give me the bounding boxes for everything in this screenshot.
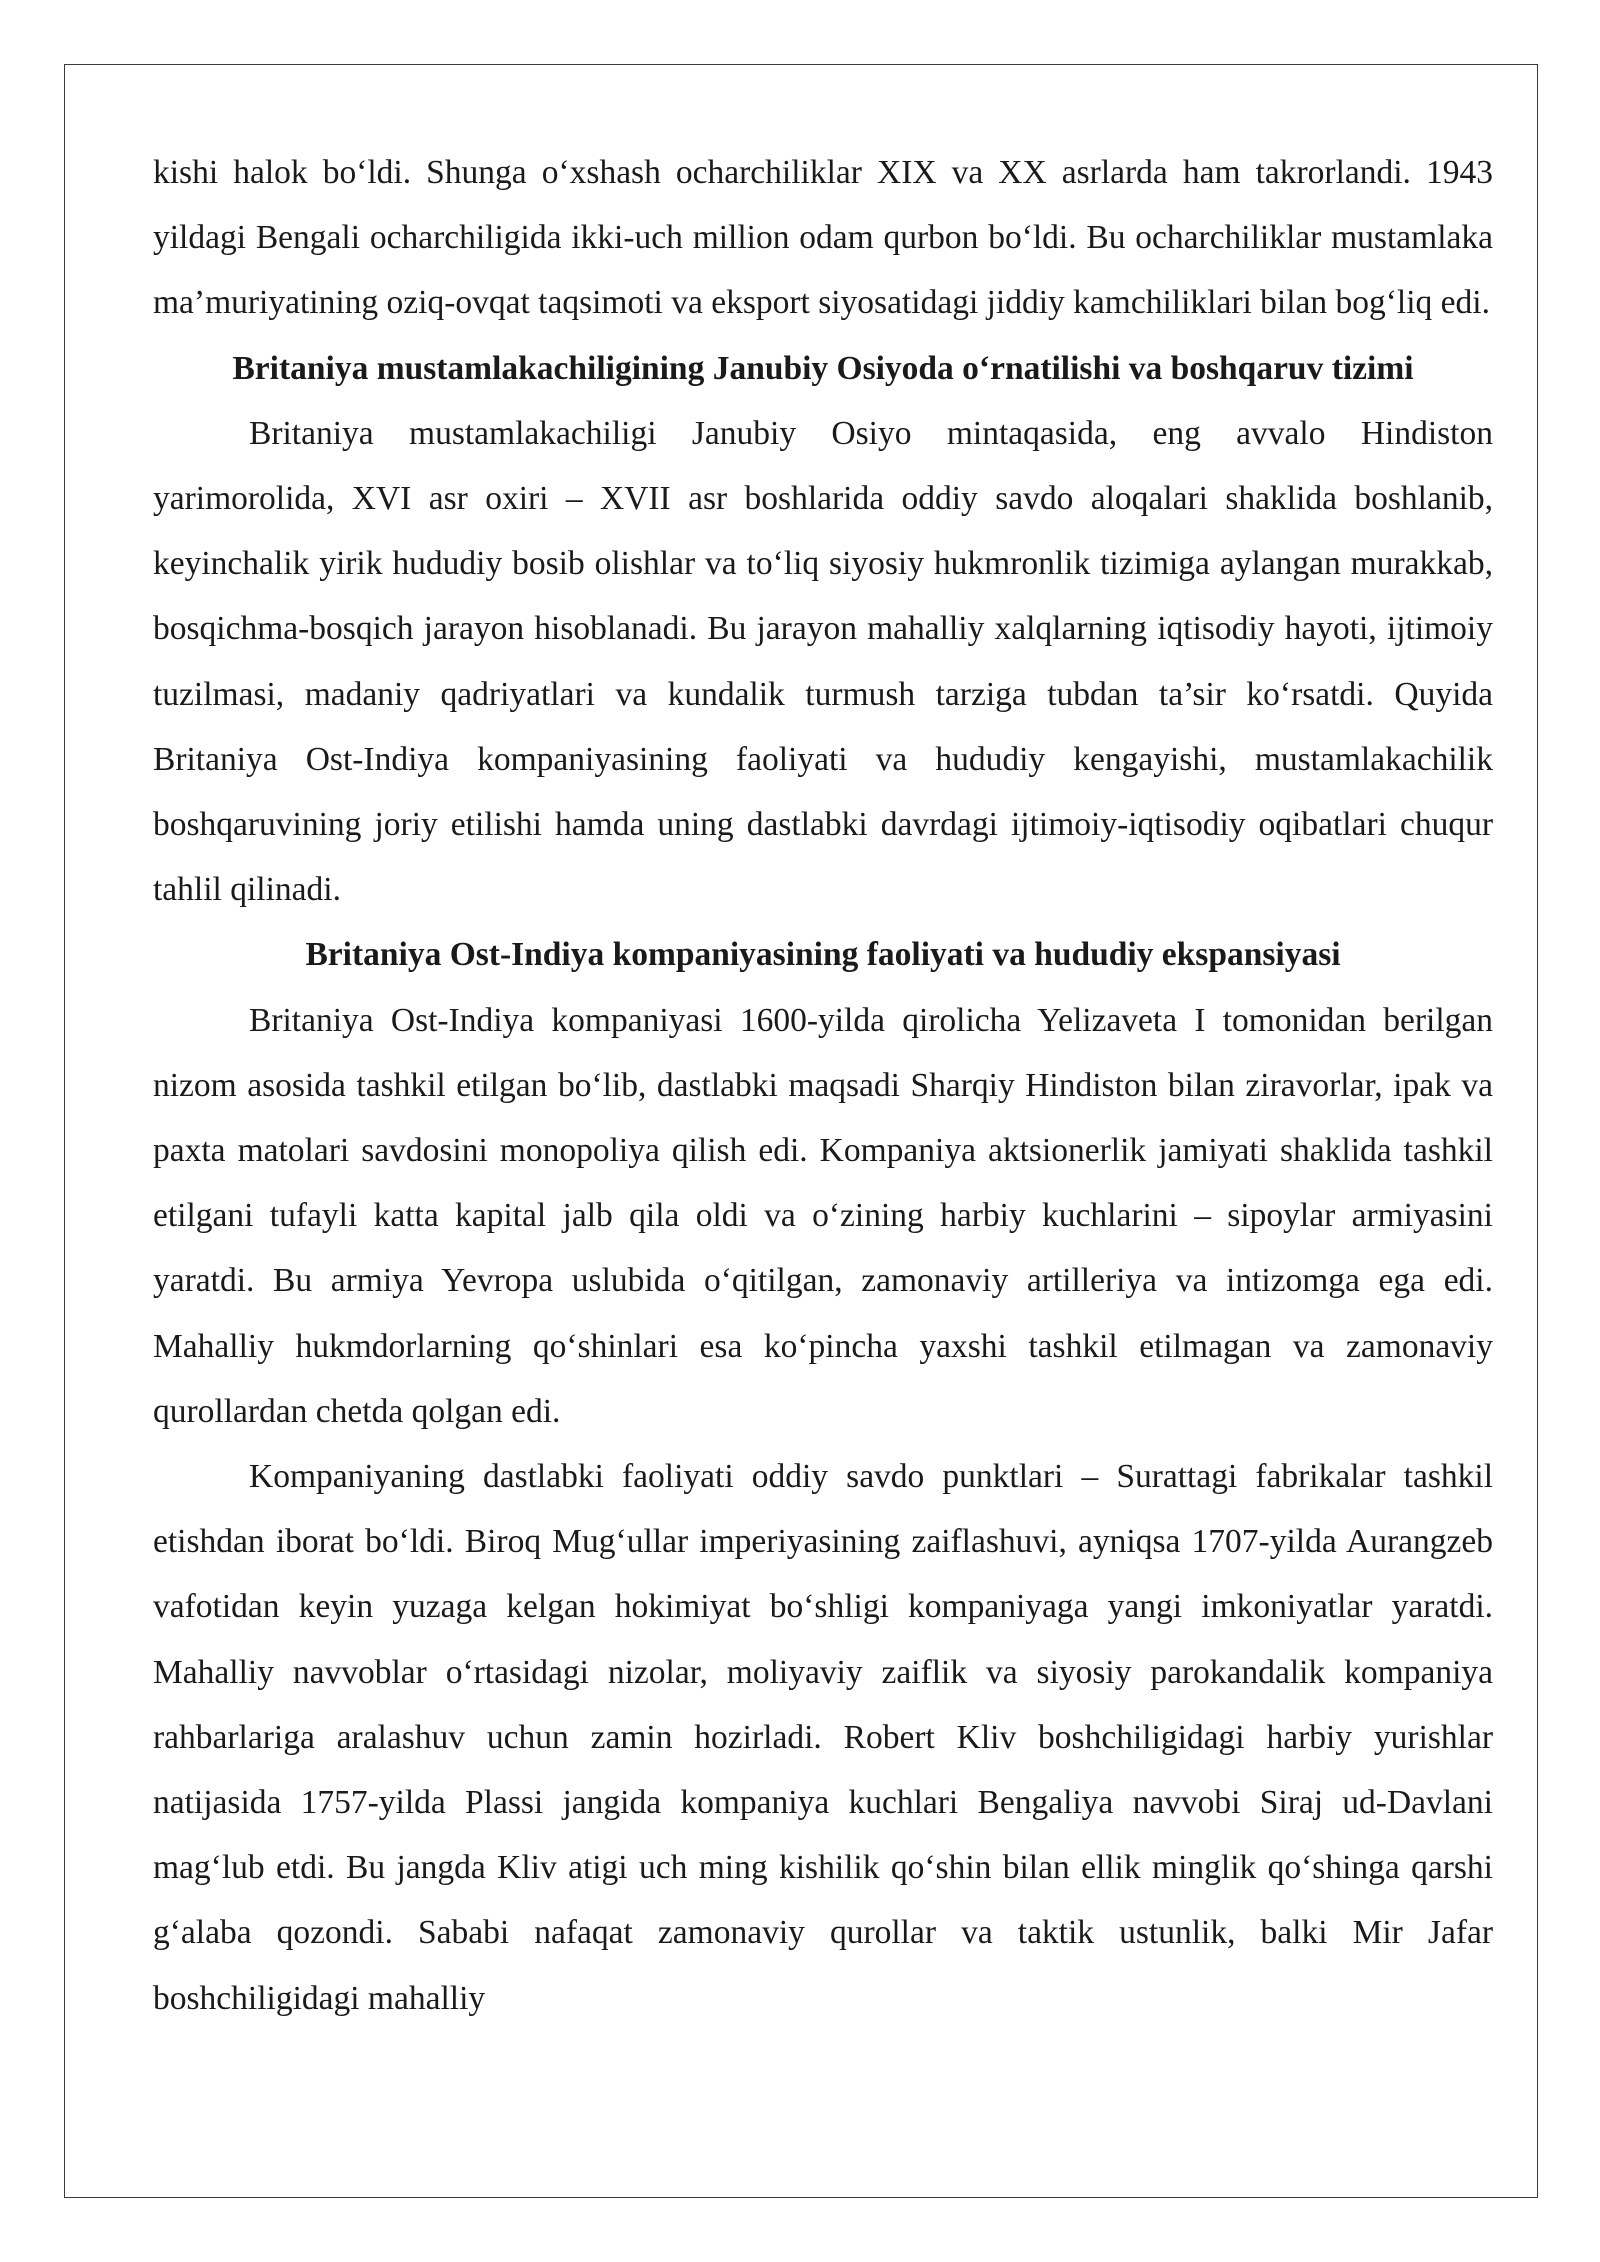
section-heading-colonial-rule: Britaniya mustamlakachiligining Janubiy Osiyoda o‘rnatilishi va boshqaruv tizimi xyxy=(232,349,1414,387)
paragraph-company-expansion: Kompaniyaning dastlabki faoliyati oddiy savdo punktlari – Surattagi fabrikalar tashkil etishdan iborat bo‘ldi. Biroq Mug‘ullar imperiyasining zaiflashuvi, ayniqsa 1707-yilda Aurangzeb vafotidan keyin yuzaga kelgan hokimiyat bo‘shligi kompaniyaga yangi imkoniyatlar yaratdi. Mahalliy navvoblar o‘rtasidagi nizolar, moliyaviy zaiflik va siyosiy parokandalik kompaniya rahbarlariga aralashuv uchun zamin hozirladi. Robert Kliv boshchiligidagi harbiy yurishlar natijasida 1757-yilda Plassi jangida kompaniya kuchlari Bengaliya navvobi Siraj ud-Davlani mag‘lub etdi. Bu jangda Kliv atigi uch ming kishilik qo‘shin bilan ellik minglik qo‘shinga qarshi g‘alaba qozondi. Sababi nafaqat zamonaviy qurollar va taktik ustunlik, balki Mir Jafar boshchiligidagi mahalliy xyxy=(153,1458,1493,2017)
paragraph-colonial-overview: Britaniya mustamlakachiligi Janubiy Osiyo mintaqasida, eng avvalo Hindiston yarimorolida, XVI asr oxiri – XVII asr boshlarida oddiy savdo aloqalari shaklida boshlanib, keyinchalik yirik hududiy bosib olishlar va to‘liq siyosiy hukmronlik tizimiga aylangan murakkab, bosqichma-bosqich jarayon hisoblanadi. Bu jarayon mahalliy xalqlarning iqtisodiy hayoti, ijtimoiy tuzilmasi, madaniy qadriyatlari va kundalik turmush tarziga tubdan ta’sir ko‘rsatdi. Quyida Britaniya Ost-Indiya kompaniyasining faoliyati va hududiy kengayishi, mustamlakachilik boshqaruvining joriy etilishi hamda uning dastlabki davrdagi ijtimoiy-iqtisodiy oqibatlari chuqur tahlil qilinadi. xyxy=(153,414,1493,909)
document-body xyxy=(153,140,1493,2031)
section-heading-east-india-company: Britaniya Ost-Indiya kompaniyasining faoliyati va hududiy ekspansiyasi xyxy=(305,936,1341,974)
paragraph-intro: kishi halok bo‘ldi. Shunga o‘xshash ocharchiliklar XIX va XX asrlarda ham takrorlandi. 1943 yildagi Bengali ocharchiligida ikki-uch million odam qurbon bo‘ldi. Bu ocharchiliklar mustamlaka ma’muriyatining oziq-ovqat taqsimoti va eksport siyosatidagi jiddiy kamchiliklari bilan bog‘liq edi. xyxy=(153,154,1493,322)
paragraph-company-founding: Britaniya Ost-Indiya kompaniyasi 1600-yilda qirolicha Yelizaveta I tomonidan berilgan nizom asosida tashkil etilgan bo‘lib, dastlabki maqsadi Sharqiy Hindiston bilan ziravorlar, ipak va paxta matolari savdosini monopoliya qilish edi. Kompaniya aktsionerlik jamiyati shaklida tashkil etilgani tufayli katta kapital jalb qila oldi va o‘zining harbiy kuchlarini – sipoylar armiyasini yaratdi. Bu armiya Yevropa uslubida o‘qitilgan, zamonaviy artilleriya va intizomga ega edi. Mahalliy hukmdorlarning qo‘shinlari esa ko‘pincha yaxshi tashkil etilmagan va zamonaviy qurollardan chetda qolgan edi. xyxy=(153,1001,1493,1430)
